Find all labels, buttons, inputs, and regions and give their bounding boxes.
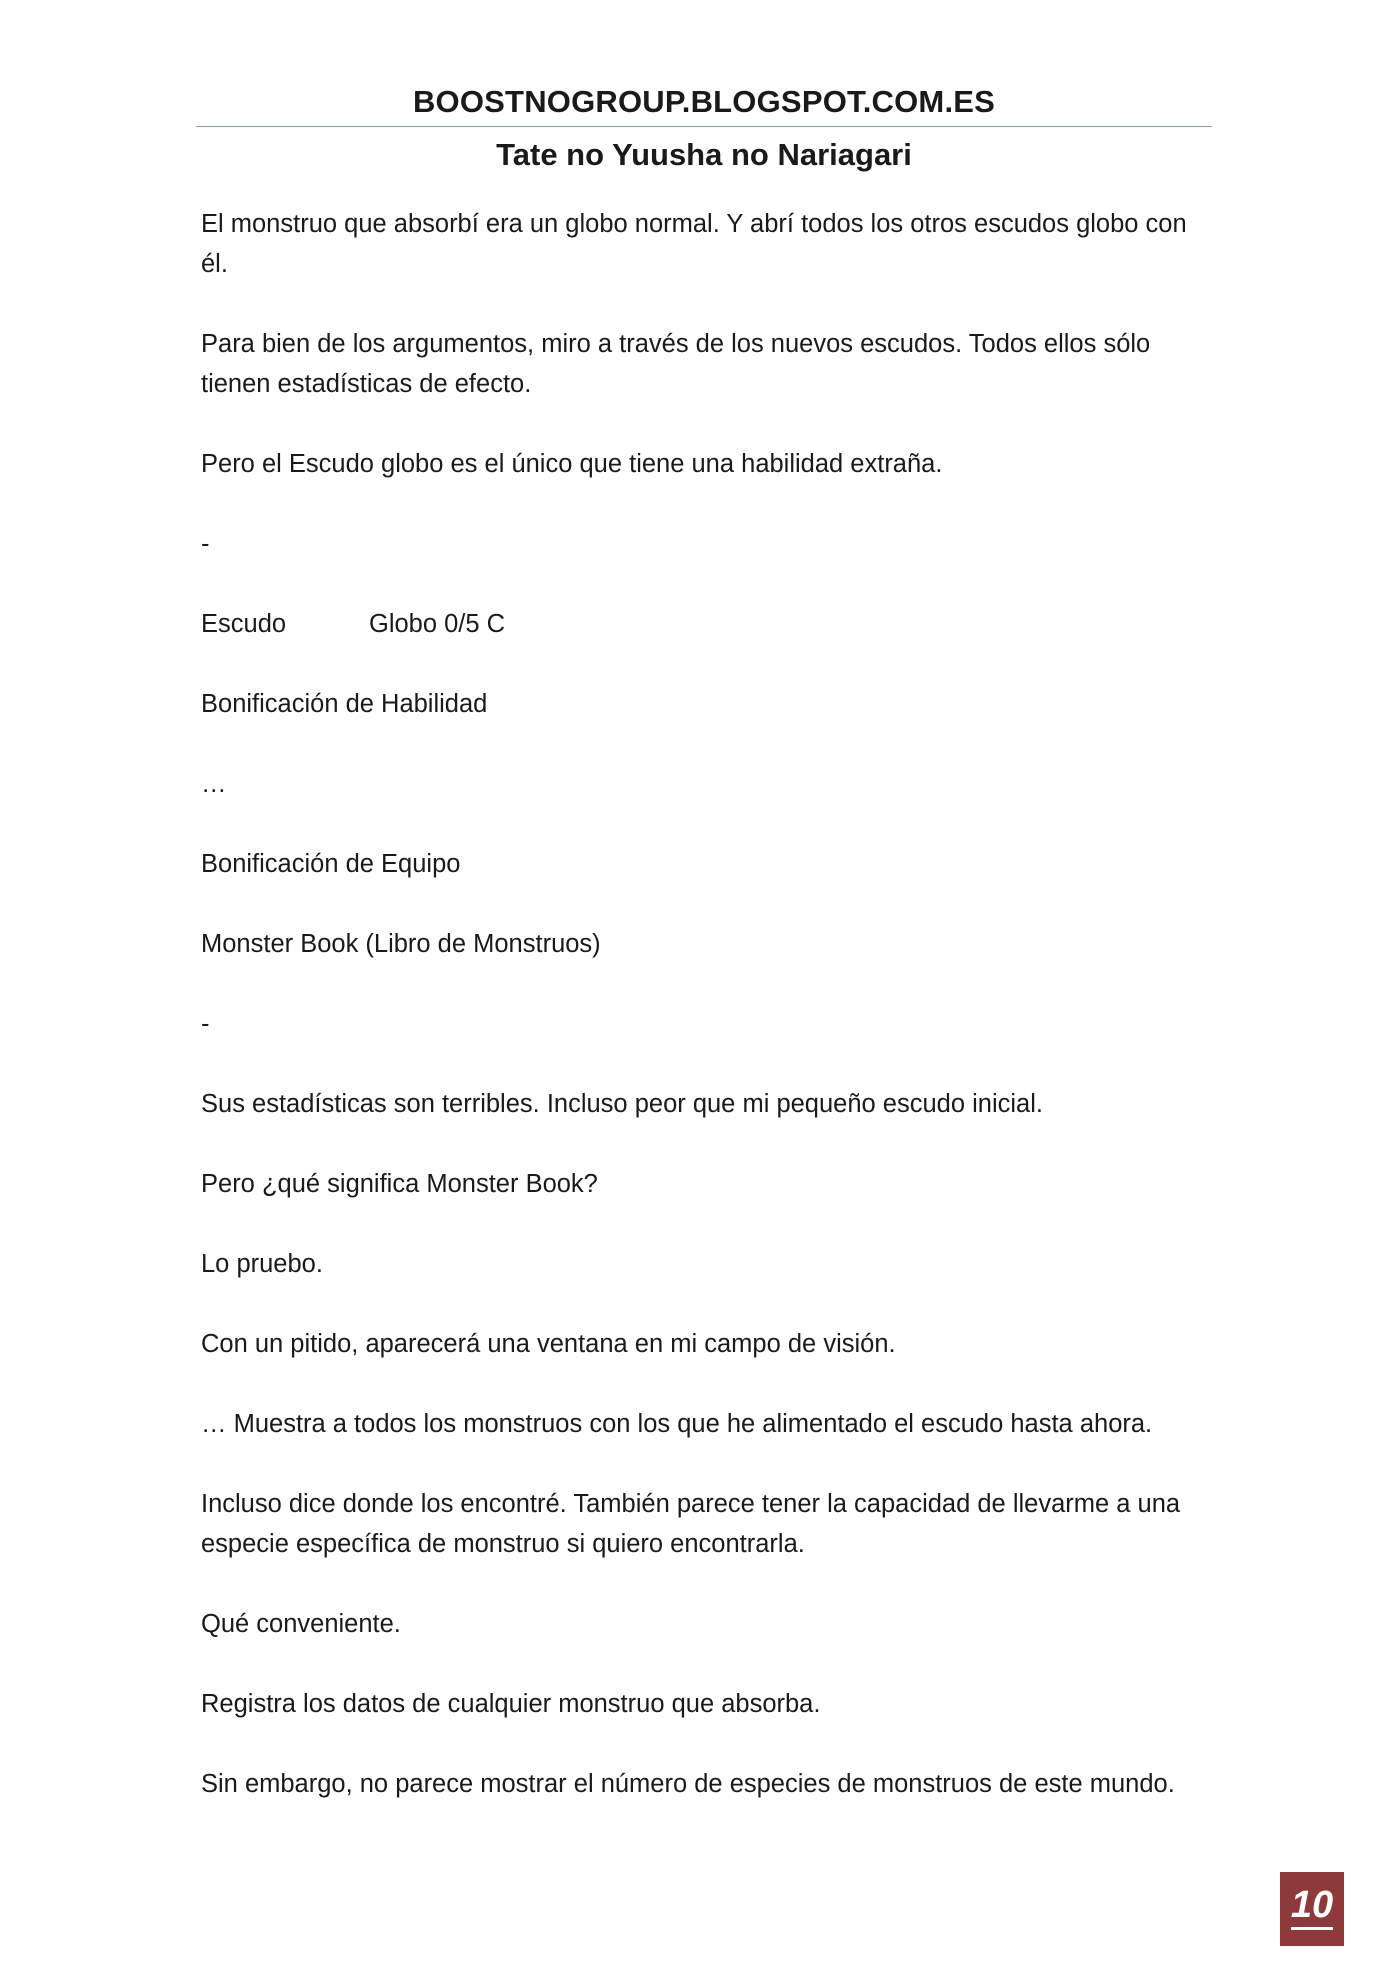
page-header (196, 84, 1212, 173)
paragraph: Sin embargo, no parece mostrar el número de especies de monstruos de este mundo. (201, 1770, 1175, 1798)
separator-dash: - (201, 1010, 210, 1038)
page-number-badge (1280, 1872, 1344, 1946)
paragraph: El monstruo que absorbí era un globo normal. Y abrí todos los otros escudos globo con él. (201, 210, 1187, 278)
shield-value: Globo 0/5 C (369, 610, 506, 638)
paragraph: Lo pruebo. (201, 1250, 323, 1278)
paragraph: Pero ¿qué significa Monster Book? (201, 1170, 598, 1198)
paragraph: Registra los datos de cualquier monstruo que absorba. (201, 1690, 821, 1718)
paragraph: Pero el Escudo globo es el único que tiene una habilidad extraña. (201, 450, 943, 478)
ellipsis-line: … (201, 770, 227, 798)
paragraph: Sus estadísticas son terribles. Incluso peor que mi pequeño escudo inicial. (201, 1090, 1043, 1118)
paragraph: Monster Book (Libro de Monstruos) (201, 930, 601, 958)
paragraph: Incluso dice donde los encontré. También parece tener la capacidad de llevarme a una especie específica de monstruo si quiero encontrarla. (201, 1490, 1181, 1558)
page-number: 10 (1291, 1885, 1333, 1930)
shield-stat-line (201, 604, 1211, 644)
paragraph: … Muestra a todos los monstruos con los que he alimentado el escudo hasta ahora. (201, 1410, 1153, 1438)
document-title: Tate no Yuusha no Nariagari (496, 137, 912, 172)
paragraph: Bonificación de Habilidad (201, 690, 488, 718)
separator-dash: - (201, 530, 210, 558)
shield-label: Escudo (201, 610, 287, 638)
paragraph: Qué conveniente. (201, 1610, 401, 1638)
paragraph: Con un pitido, aparecerá una ventana en mi campo de visión. (201, 1330, 896, 1358)
site-name: BOOSTNOGROUP.BLOGSPOT.COM.ES (196, 84, 1212, 127)
paragraph: Para bien de los argumentos, miro a través de los nuevos escudos. Todos ellos sólo tienen estadísticas de efecto. (201, 330, 1151, 398)
document-body (201, 204, 1211, 1844)
paragraph: Bonificación de Equipo (201, 850, 461, 878)
